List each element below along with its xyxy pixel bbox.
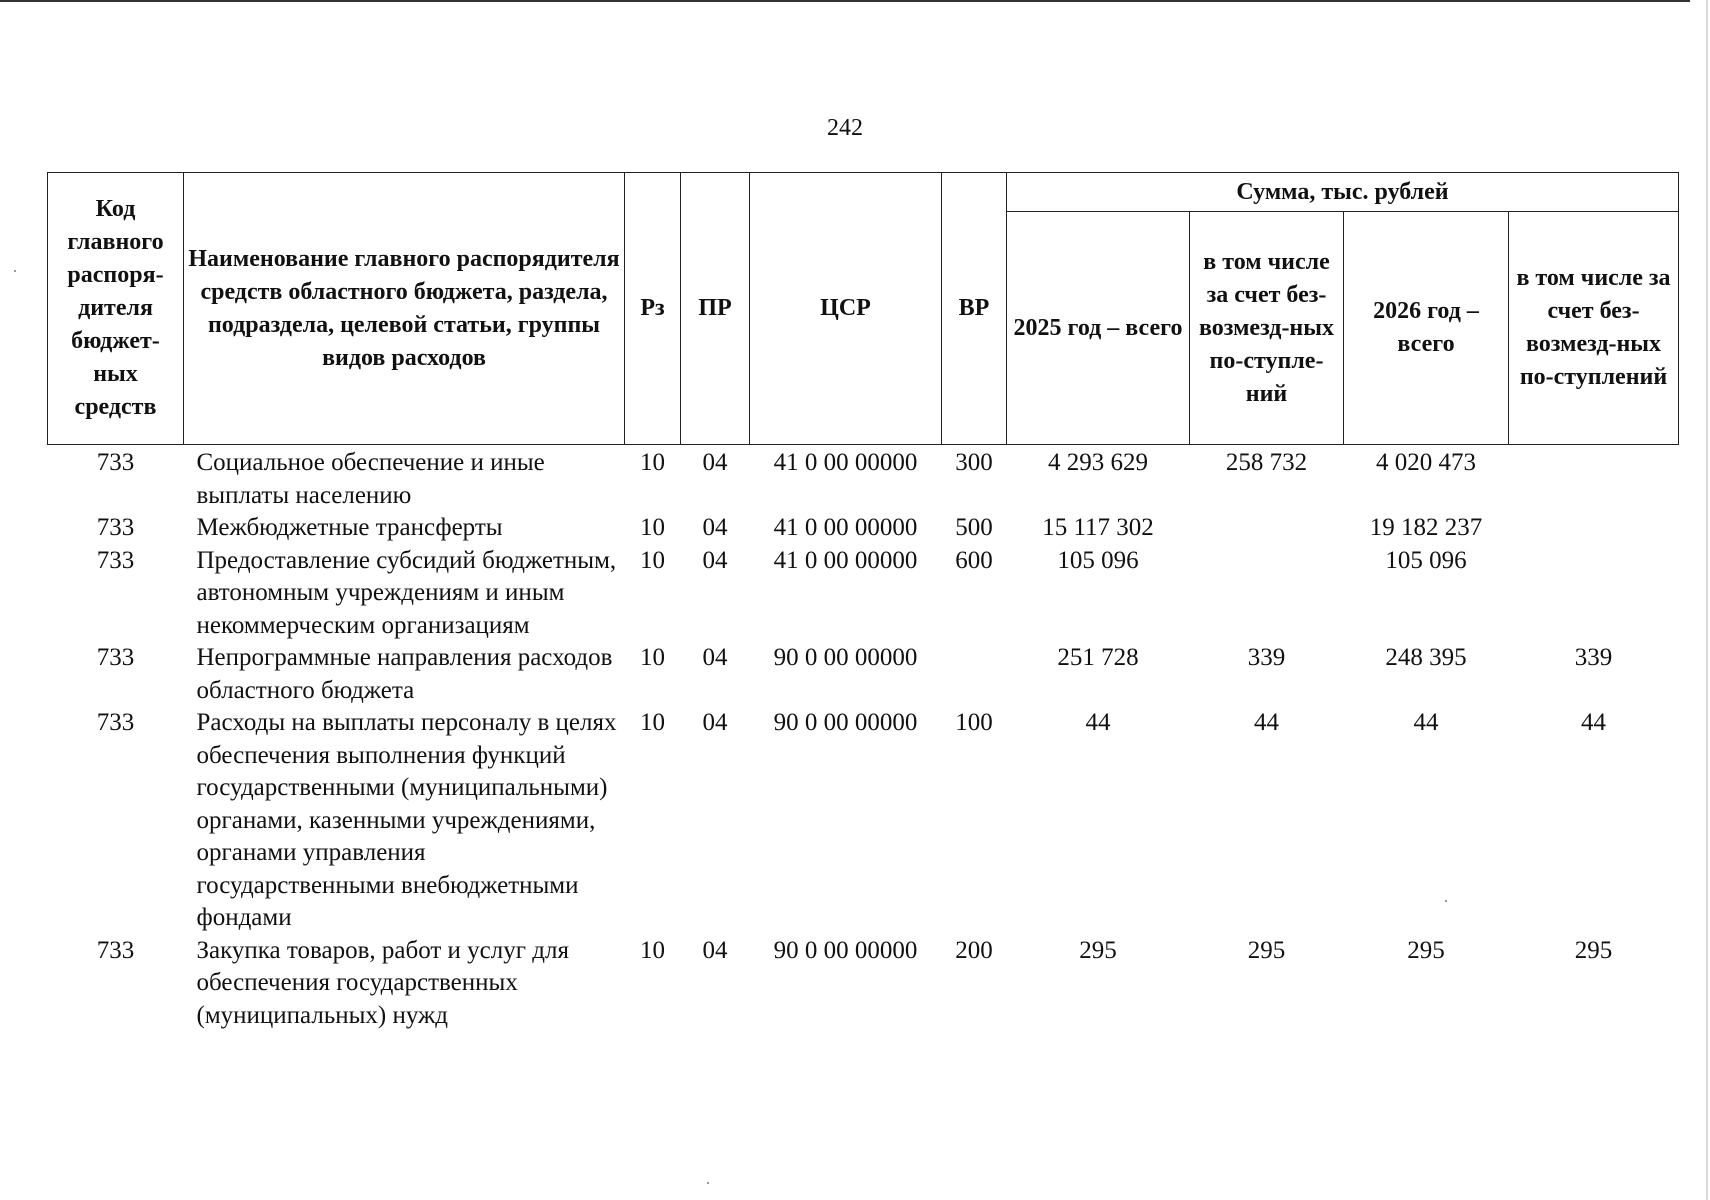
cell-total-2025: 4 293 629 <box>1048 449 1148 476</box>
table-row <box>48 545 1679 643</box>
cell-free-2026 <box>1509 545 1679 643</box>
page-edge <box>1706 0 1708 1200</box>
cell-free-2025: 295 <box>1247 936 1286 964</box>
cell-code: 733 <box>96 514 135 541</box>
cell-pr: 04 <box>702 546 728 574</box>
header-vr: ВР <box>942 173 1007 445</box>
table-body <box>48 445 1679 1033</box>
table-row <box>48 445 1679 513</box>
cell-total-2025: 295 <box>1079 936 1117 964</box>
cell-pr: 04 <box>702 514 728 541</box>
cell-code: 733 <box>96 709 135 736</box>
cell-code: 733 <box>96 936 135 964</box>
cell-vr: 600 <box>955 546 993 574</box>
budget-table <box>47 172 1679 1032</box>
cell-pr: 04 <box>702 936 728 964</box>
cell-rz: 10 <box>640 936 665 964</box>
cell-name: Предоставление субсидий бюджетным, автономным учреждениям и иным некоммерческим организациям <box>196 546 617 639</box>
cell-pr: 04 <box>702 449 728 476</box>
cell-total-2025: 15 117 302 <box>1042 514 1154 541</box>
cell-name: Расходы на выплаты персоналу в целях обеспечения выполнения функций государственными (муниципальными) органами, казенными учреждениями, органами управления государственными внебюджетными фондами <box>196 709 617 931</box>
header-rz: Рз <box>625 173 681 445</box>
table-row <box>48 512 1679 545</box>
header-name: Наименование главного распорядителя средств областного бюджета, раздела, подраздела, целевой статьи, группы видов расходов <box>184 173 625 445</box>
table-row <box>48 642 1679 707</box>
scan-speck <box>14 270 16 272</box>
cell-csr: 90 0 00 00000 <box>773 644 918 671</box>
cell-free-2025 <box>1190 545 1344 643</box>
header-sum: Сумма, тыс. рублей <box>1007 173 1679 212</box>
cell-csr: 90 0 00 00000 <box>773 936 918 964</box>
cell-code: 733 <box>96 644 135 671</box>
cell-free-2026 <box>1509 445 1679 513</box>
table-header <box>48 173 1679 445</box>
header-free-2025: в том числе за счет без-возмезд-ных по-ступле-ний <box>1190 212 1344 445</box>
table-row <box>48 935 1679 1033</box>
table-row <box>48 707 1679 935</box>
cell-total-2026: 105 096 <box>1385 546 1467 574</box>
cell-name: Закупка товаров, работ и услуг для обеспечения государственных (муниципальных) нужд <box>196 936 569 1029</box>
header-total-2025: 2025 год – всего <box>1007 212 1190 445</box>
cell-rz: 10 <box>640 546 665 574</box>
cell-total-2026: 295 <box>1407 936 1445 964</box>
cell-vr: 500 <box>955 514 993 541</box>
cell-vr: 300 <box>955 449 993 476</box>
cell-csr: 90 0 00 00000 <box>773 709 918 736</box>
cell-rz: 10 <box>640 644 665 671</box>
cell-vr: 100 <box>955 709 993 736</box>
cell-total-2025: 44 <box>1085 709 1111 736</box>
cell-free-2025: 44 <box>1254 709 1279 736</box>
header-total-2026: 2026 год – всего <box>1344 212 1509 445</box>
cell-name: Непрограммные направления расходов областного бюджета <box>196 644 613 704</box>
cell-rz: 10 <box>640 449 665 476</box>
header-csr: ЦСР <box>750 173 942 445</box>
scan-speck <box>707 1182 709 1184</box>
header-free-2026: в том числе за счет без-возмезд-ных по-ступлений <box>1509 212 1679 445</box>
cell-free-2026: 44 <box>1581 709 1606 736</box>
cell-name: Межбюджетные трансферты <box>196 514 503 541</box>
cell-csr: 41 0 00 00000 <box>773 514 918 541</box>
cell-code: 733 <box>96 449 135 476</box>
cell-pr: 04 <box>702 644 728 671</box>
cell-pr: 04 <box>702 709 728 736</box>
header-pr: ПР <box>681 173 750 445</box>
scan-speck <box>1445 900 1447 902</box>
cell-total-2026: 248 395 <box>1385 644 1467 671</box>
cell-total-2026: 19 182 237 <box>1369 514 1483 541</box>
cell-vr: 200 <box>955 936 993 964</box>
page-number: 242 <box>827 115 863 141</box>
cell-free-2025: 258 732 <box>1225 449 1308 476</box>
cell-free-2026: 339 <box>1574 644 1613 671</box>
cell-free-2026 <box>1509 512 1679 545</box>
cell-csr: 41 0 00 00000 <box>773 449 918 476</box>
cell-total-2025: 105 096 <box>1057 546 1139 574</box>
cell-csr: 41 0 00 00000 <box>773 546 918 574</box>
cell-rz: 10 <box>640 514 665 541</box>
cell-name: Социальное обеспечение и иные выплаты населению <box>196 449 545 509</box>
cell-code: 733 <box>96 546 135 574</box>
cell-total-2026: 44 <box>1413 709 1439 736</box>
cell-vr <box>942 642 1007 707</box>
header-code: Код главного распоря-дителя бюджет-ных средств <box>48 173 184 445</box>
cell-rz: 10 <box>640 709 665 736</box>
top-border-line <box>0 0 1690 2</box>
cell-total-2026: 4 020 473 <box>1376 449 1476 476</box>
cell-free-2025: 339 <box>1247 644 1286 671</box>
cell-free-2026: 295 <box>1574 936 1613 964</box>
cell-total-2025: 251 728 <box>1057 644 1139 671</box>
cell-free-2025 <box>1190 512 1344 545</box>
